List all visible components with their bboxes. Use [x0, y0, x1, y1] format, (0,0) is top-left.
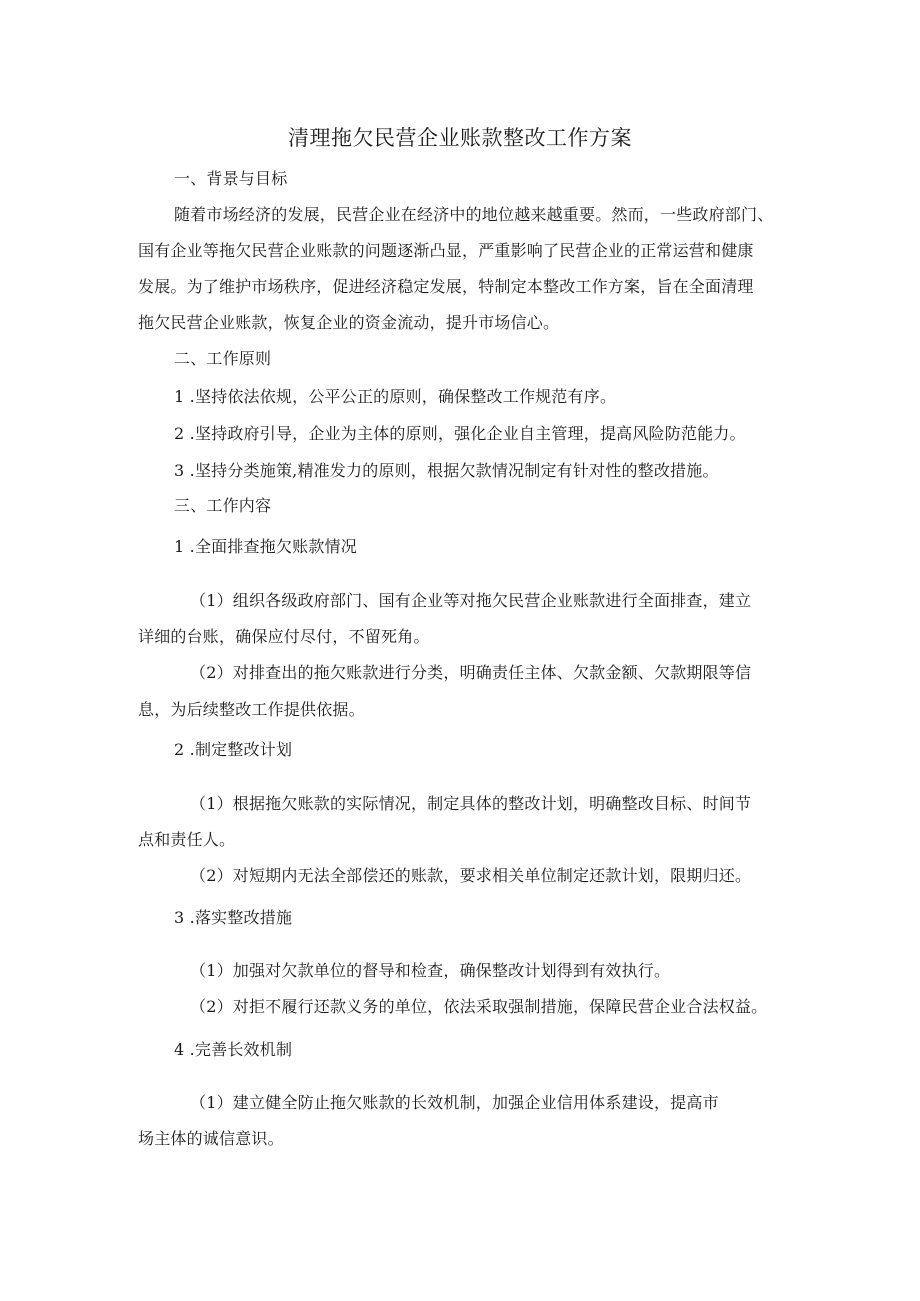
subsection-heading: 4 .完善长效机制: [174, 1040, 293, 1059]
content-item-line: 场主体的诚信意识。: [138, 1129, 284, 1148]
content-item-line: 详细的台账，确保应付尽付，不留死角。: [138, 627, 430, 646]
content-item-line: （2）对排查出的拖欠账款进行分类，明确责任主体、欠款金额、欠款期限等信: [190, 663, 752, 682]
paragraph-line: 国有企业等拖欠民营企业账款的问题逐渐凸显，严重影响了民营企业的正常运营和健康: [138, 241, 754, 260]
paragraph-line: 拖欠民营企业账款，恢复企业的资金流动，提升市场信心。: [138, 313, 560, 332]
content-item-line: （1）根据拖欠账款的实际情况，制定具体的整改计划，明确整改目标、时间节: [190, 794, 752, 813]
principle-item: 2 .坚持政府引导，企业为主体的原则，强化企业自主管理，提高风险防范能力。: [174, 424, 746, 443]
section-heading-content: 三、工作内容: [174, 496, 272, 515]
subsection-heading: 3 .落实整改措施: [174, 908, 293, 927]
content-item-line: （2）对短期内无法全部偿还的账款，要求相关单位制定还款计划，限期归还。: [190, 866, 752, 885]
paragraph-line: 发展。为了维护市场秩序，促进经济稳定发展，特制定本整改工作方案，旨在全面清理: [138, 277, 754, 296]
subsection-heading: 2 .制定整改计划: [174, 740, 293, 759]
content-item-line: 点和责任人。: [138, 830, 236, 849]
content-item-line: （2）对拒不履行还款义务的单位，依法采取强制措施，保障民营企业合法权益。: [190, 997, 768, 1016]
principle-item: 1 .坚持依法依规，公平公正的原则，确保整改工作规范有序。: [174, 387, 617, 406]
section-heading-principles: 二、工作原则: [174, 349, 272, 368]
document-title: 清理拖欠民营企业账款整改工作方案: [288, 126, 632, 150]
content-item-line: （1）加强对欠款单位的督导和检查，确保整改计划得到有效执行。: [190, 961, 671, 980]
content-item-line: 息，为后续整改工作提供依据。: [138, 700, 365, 719]
principle-item: 3 .坚持分类施策,精准发力的原则，根据欠款情况制定有针对性的整改措施。: [174, 461, 719, 480]
paragraph-line: 随着市场经济的发展，民营企业在经济中的地位越来越重要。然而，一些政府部门、: [174, 205, 774, 224]
content-item-line: （1）建立健全防止拖欠账款的长效机制，加强企业信用体系建设，提高市: [190, 1093, 719, 1112]
subsection-heading: 1 .全面排查拖欠账款情况: [174, 537, 357, 556]
section-heading-background: 一、背景与目标: [174, 169, 288, 188]
content-item-line: （1）组织各级政府部门、国有企业等对拖欠民营企业账款进行全面排查，建立: [190, 591, 752, 610]
